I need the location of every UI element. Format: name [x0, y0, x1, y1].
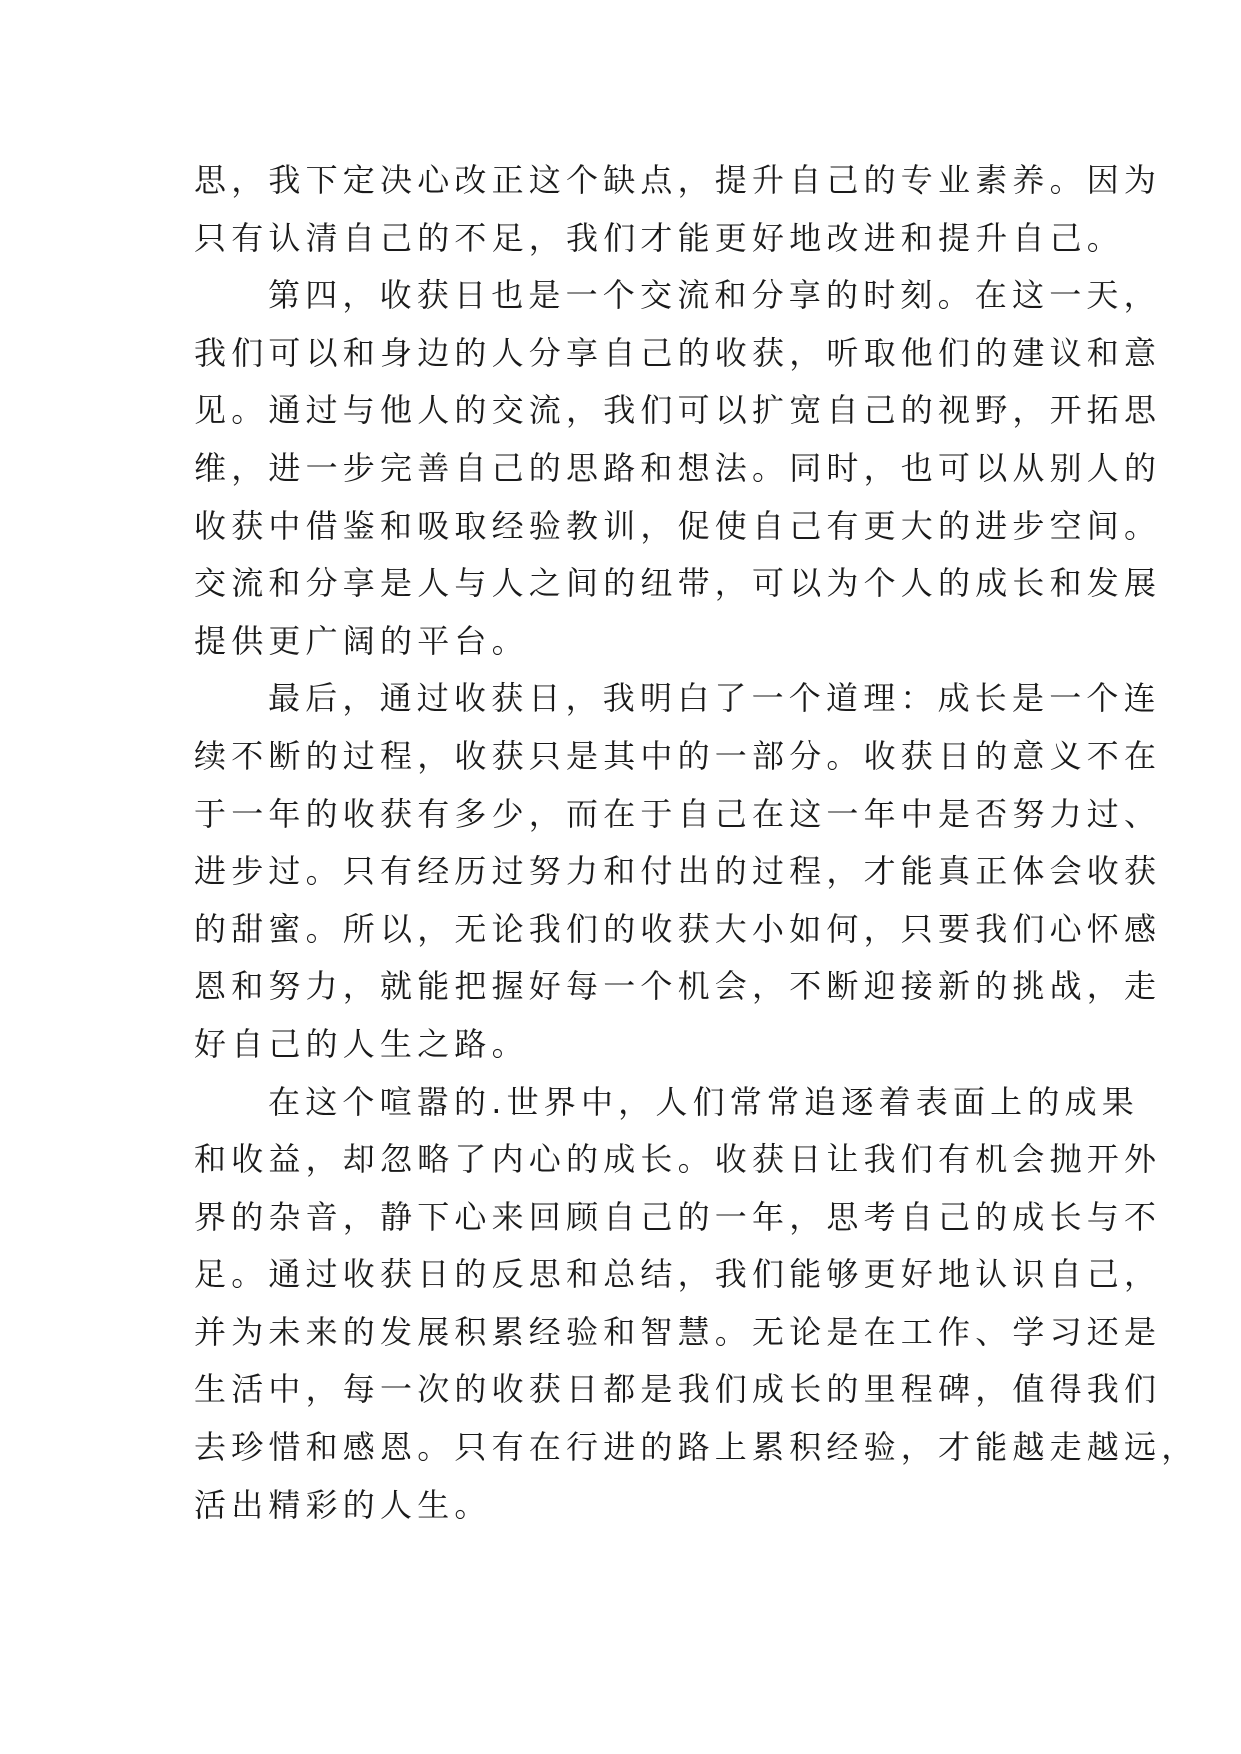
text-line: 于一年的收获有多少，而在于自己在这一年中是否努力过、: [194, 794, 1162, 833]
text-line: 生活中，每一次的收获日都是我们成长的里程碑，值得我们: [194, 1370, 1162, 1409]
text-line: 好自己的人生之路。: [194, 1024, 529, 1063]
text-line: 进步过。只有经历过努力和付出的过程，才能真正体会收获: [194, 852, 1162, 891]
text-line: 足。通过收获日的反思和总结，我们能够更好地认识自己，: [194, 1255, 1162, 1294]
text-line: 提供更广阔的平台。: [194, 621, 529, 660]
text-line: 去珍惜和感恩。只有在行进的路上累积经验，才能越走越远，: [194, 1428, 1199, 1467]
text-line: 维，进一步完善自己的思路和想法。同时，也可以从别人的: [194, 448, 1162, 487]
text-line: 交流和分享是人与人之间的纽带，可以为个人的成长和发展: [194, 564, 1162, 603]
text-line: 恩和努力，就能把握好每一个机会，不断迎接新的挑战，走: [194, 967, 1162, 1006]
text-line: 的甜蜜。所以，无论我们的收获大小如何，只要我们心怀感: [194, 909, 1162, 948]
text-line: 思，我下定决心改正这个缺点，提升自己的专业素养。因为: [194, 161, 1162, 199]
text-line: 续不断的过程，收获只是其中的一部分。收获日的意义不在: [194, 736, 1162, 775]
text-line: 活出精彩的人生。: [194, 1485, 492, 1524]
text-line: 见。通过与他人的交流，我们可以扩宽自己的视野，开拓思: [194, 391, 1162, 430]
text-line: 收获中借鉴和吸取经验教训，促使自己有更大的进步空间。: [194, 506, 1162, 545]
text-line: 只有认清自己的不足，我们才能更好地改进和提升自己。: [194, 218, 1125, 257]
document-page: [194, 152, 1199, 1534]
text-line: 和收益，却忽略了内心的成长。收获日让我们有机会抛开外: [194, 1140, 1162, 1179]
text-line: 并为未来的发展积累经验和智慧。无论是在工作、学习还是: [194, 1312, 1162, 1351]
paragraph-first-line: 最后，通过收获日，我明白了一个道理：成长是一个连: [268, 679, 1161, 718]
paragraph-first-line: 在这个喧嚣的.世界中，人们常常追逐着表面上的成果: [268, 1082, 1139, 1121]
paragraph-first-line: 第四，收获日也是一个交流和分享的时刻。在这一天，: [268, 276, 1161, 315]
text-line: 界的杂音，静下心来回顾自己的一年，思考自己的成长与不: [194, 1197, 1162, 1236]
text-line: 我们可以和身边的人分享自己的收获，听取他们的建议和意: [194, 333, 1162, 372]
